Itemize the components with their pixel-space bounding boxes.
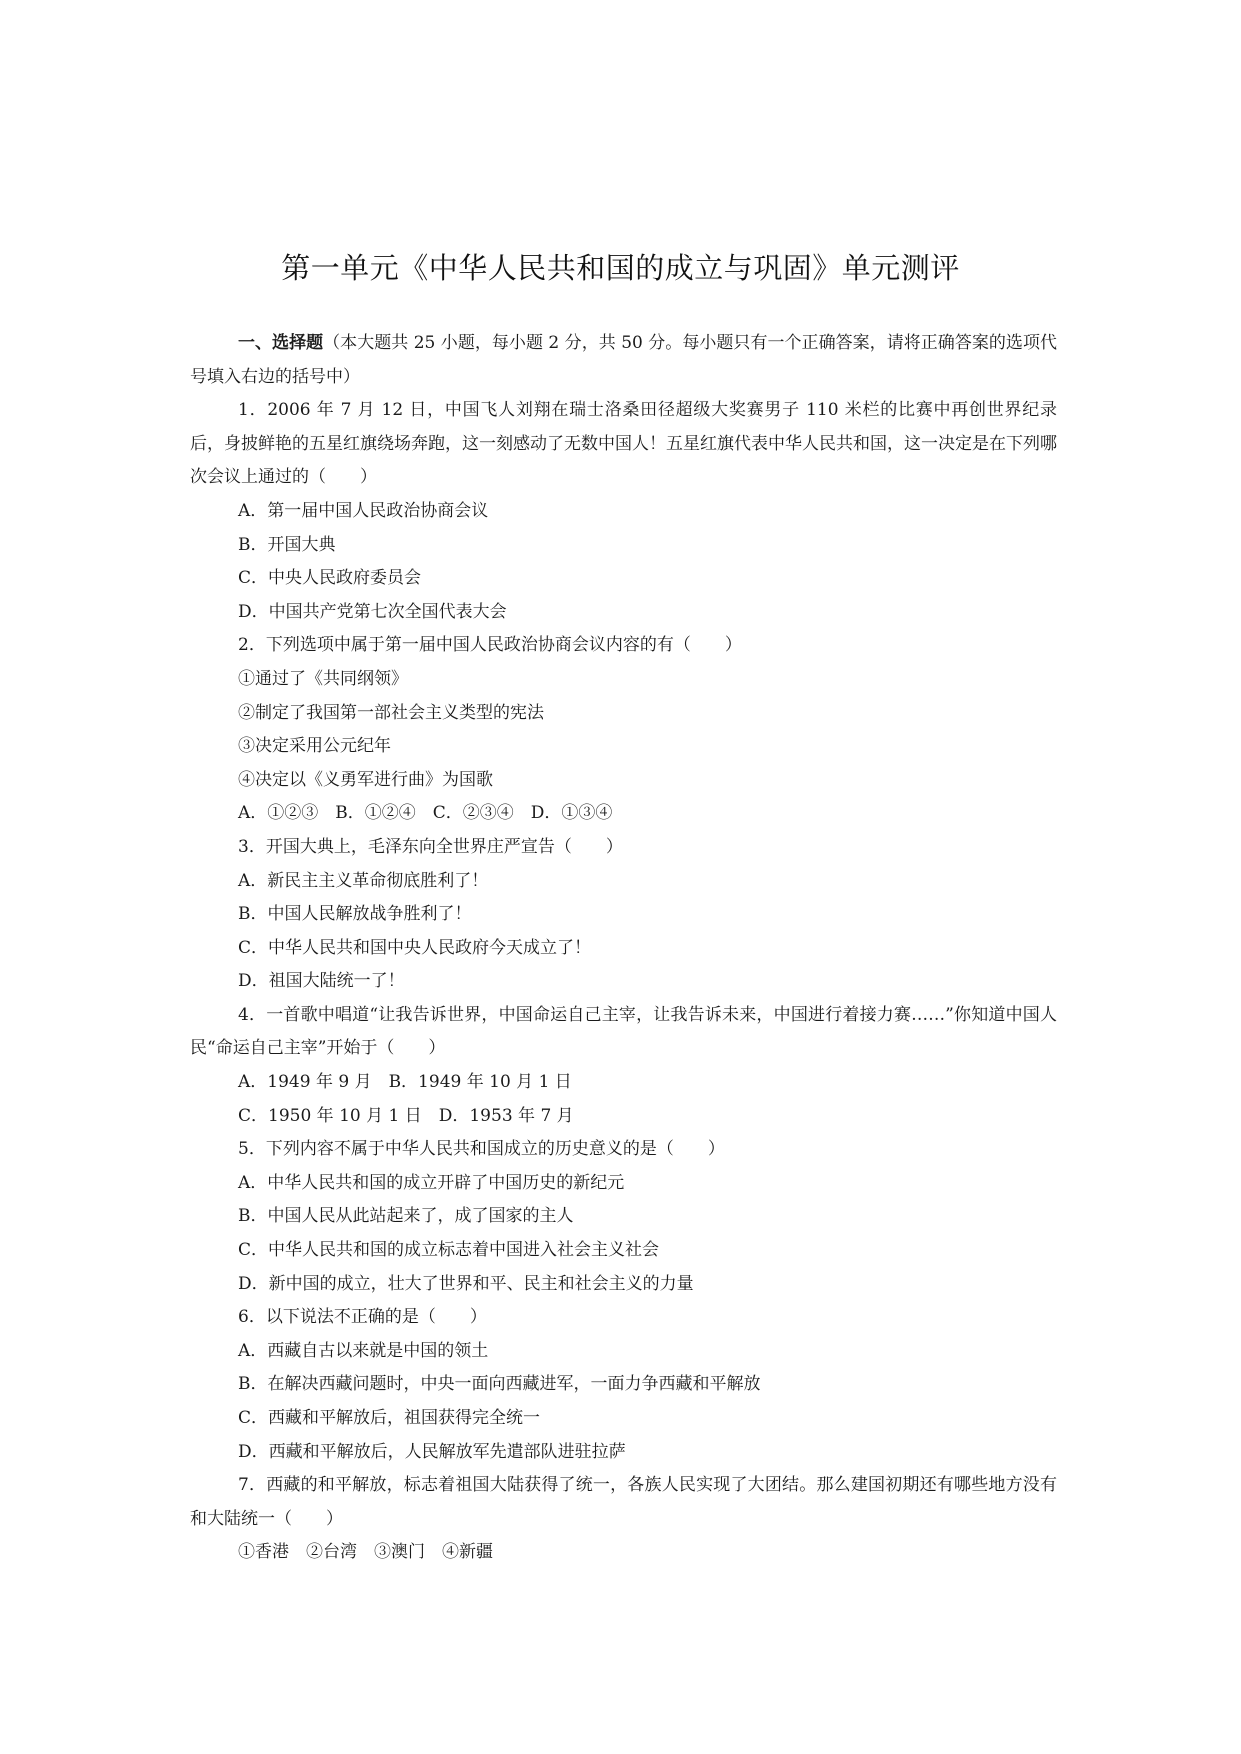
question-3-stem: 3．开国大典上，毛泽东向全世界庄严宣告（ ） [238,836,623,857]
question-3-option-b: B．中国人民解放战争胜利了！ [238,904,472,925]
question-2-item-2: ②制定了我国第一部社会主义类型的宪法 [238,702,544,723]
question-3-option-a: A．新民主主义革命彻底胜利了！ [238,870,489,891]
question-1-option-d: D．中国共产党第七次全国代表大会 [238,601,507,622]
question-2-options: A．①②③ B．①②④ C．②③④ D．①③④ [238,803,613,824]
question-5-stem: 5．下列内容不属于中华人民共和国成立的历史意义的是（ ） [238,1139,725,1160]
question-1-stem: 1．2006 年 7 月 12 日，中国飞人刘翔在瑞士洛桑田径超级大奖赛男子 110 米栏的比赛中再创世界纪录后，身披鲜艳的五星红旗绕场奔跑，这一刻感动了无数中国人！五星红旗代表中华人民共和国，这一决定是在下列哪次会议上通过的（ ） [190,400,1057,488]
question-3-option-d: D．祖国大陆统一了！ [238,971,405,992]
question-5-option-b: B．中国人民从此站起来了，成了国家的主人 [238,1206,574,1227]
question-6-stem: 6．以下说法不正确的是（ ） [238,1307,487,1328]
page-title: 第一单元《中华人民共和国的成立与巩固》单元测评 [281,251,960,285]
question-2-item-4: ④决定以《义勇军进行曲》为国歌 [238,769,493,790]
question-2-stem: 2．下列选项中属于第一届中国人民政治协商会议内容的有（ ） [238,635,742,656]
question-5-option-c: C．中华人民共和国的成立标志着中国进入社会主义社会 [238,1240,660,1261]
question-6-option-b: B．在解决西藏问题时，中央一面向西藏进军，一面力争西藏和平解放 [238,1374,761,1395]
section-heading: 一、选择题 [238,333,324,353]
exam-body [190,327,1057,1570]
question-1-option-c: C．中央人民政府委员会 [238,568,422,589]
question-3-option-c: C．中华人民共和国中央人民政府今天成立了！ [238,937,592,958]
question-7-items: ①香港 ②台湾 ③澳门 ④新疆 [238,1542,493,1563]
question-4-options-cd: C．1950 年 10 月 1 日 D．1953 年 7 月 [238,1105,574,1126]
question-5-option-d: D．新中国的成立，壮大了世界和平、民主和社会主义的力量 [238,1273,694,1294]
question-5-option-a: A．中华人民共和国的成立开辟了中国历史的新纪元 [238,1172,625,1193]
question-2-item-3: ③决定采用公元纪年 [238,736,391,757]
question-1-option-b: B．开国大典 [238,534,336,555]
section-instructions: （本大题共 25 小题，每小题 2 分，共 50 分。每小题只有一个正确答案，请将正确答案的选项代号填入右边的括号中） [190,333,1057,387]
question-4-options-ab: A．1949 年 9 月 B．1949 年 10 月 1 日 [238,1072,572,1093]
question-2-item-1: ①通过了《共同纲领》 [238,668,408,689]
section-intro [190,327,1057,394]
question-6-option-d: D．西藏和平解放后，人民解放军先遣部队进驻拉萨 [238,1441,626,1462]
question-4-stem: 4．一首歌中唱道“让我告诉世界，中国命运自己主宰，让我告诉未来，中国进行着接力赛……”你知道中国人民“命运自己主宰”开始于（ ） [190,1004,1057,1059]
question-6-option-c: C．西藏和平解放后，祖国获得完全统一 [238,1408,541,1428]
question-7-stem: 7．西藏的和平解放，标志着祖国大陆获得了统一，各族人民实现了大团结。那么建国初期还有哪些地方没有和大陆统一（ ） [190,1475,1057,1529]
question-1-option-a: A．第一届中国人民政治协商会议 [238,500,489,521]
question-6-option-a: A．西藏自古以来就是中国的领土 [238,1340,489,1361]
